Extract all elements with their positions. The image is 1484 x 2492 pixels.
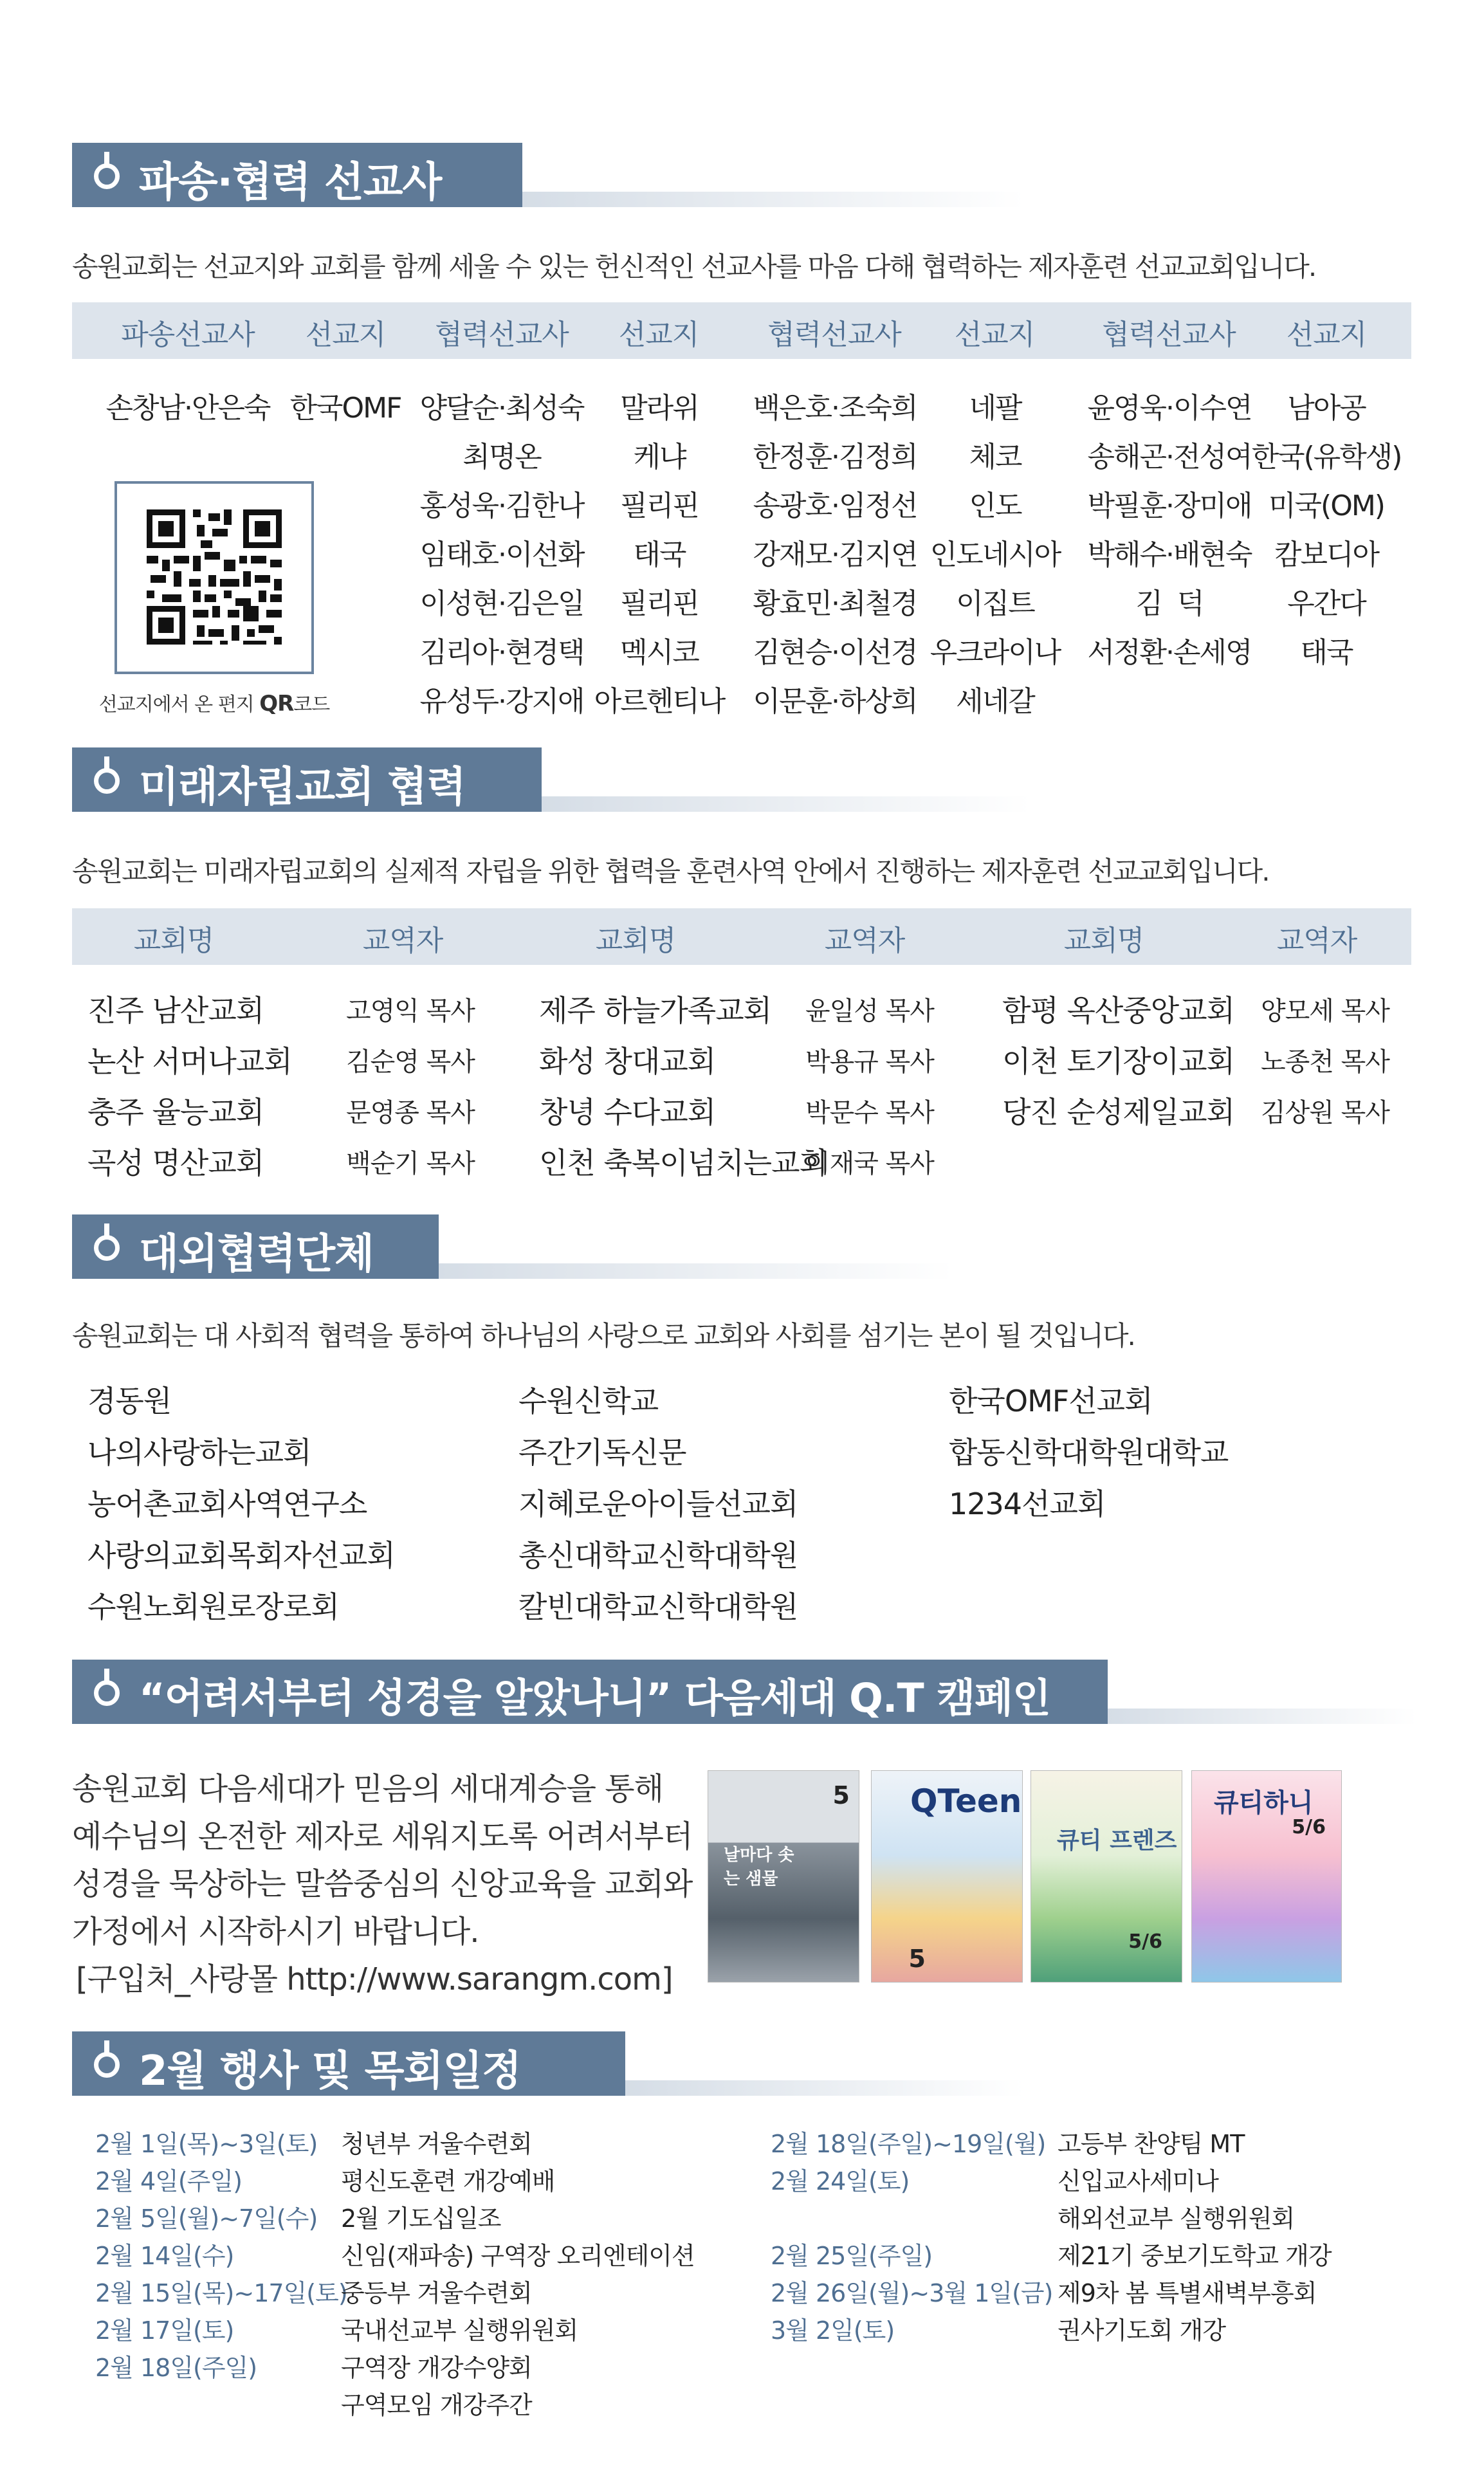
org-item: 농어촌교회사역연구소 xyxy=(87,1487,367,1521)
sent-missionary-place: 한국OMF xyxy=(289,392,401,425)
section-title: 파송·협력 선교사 xyxy=(139,159,442,206)
col-header: 교역자 xyxy=(362,924,443,957)
section-title: “어려서부터 성경을 알았나니” 다음세대 Q.T 캠페인 xyxy=(139,1674,1050,1721)
qt-line: 성경을 묵상하는 말씀중심의 신앙교육을 교회와 xyxy=(72,1866,693,1902)
missionary-place: 말라위 xyxy=(620,392,699,425)
missionary-name: 황효민·최철경 xyxy=(753,587,917,620)
section-bullet-icon xyxy=(94,2052,120,2078)
missionary-name: 송해곤·전성여 xyxy=(1087,441,1252,473)
col-header: 선교지 xyxy=(954,318,1035,351)
event-name: 국내선교부 실행위원회 xyxy=(341,2316,578,2345)
missionary-place: 캄보디아 xyxy=(1274,538,1379,571)
col-header: 파송선교사 xyxy=(121,318,255,351)
org-item: 한국OMF선교회 xyxy=(949,1384,1153,1418)
section-title: 2월 행사 및 목회일정 xyxy=(139,2048,521,2095)
churches-table-header xyxy=(72,908,1411,965)
book-title: 큐티하니 xyxy=(1214,1788,1314,1818)
missionary-place: 필리핀 xyxy=(620,490,699,522)
org-item: 지혜로운아이들선교회 xyxy=(518,1487,798,1521)
event-name: 구역모임 개강주간 xyxy=(341,2391,532,2419)
qt-line: 가정에서 시작하시기 바랍니다. xyxy=(72,1914,479,1950)
missionary-name: 홍성욱·김한나 xyxy=(419,490,584,522)
section-header-missionaries xyxy=(72,143,1037,207)
event-date: 2월 26일(월)~3월 1일(금) xyxy=(771,2279,1053,2307)
event-name: 신입교사세미나 xyxy=(1058,2167,1218,2195)
event-date: 2월 4일(주일) xyxy=(95,2167,242,2195)
missionary-name: 김리아·현경택 xyxy=(419,636,584,669)
event-name: 해외선교부 실행위원회 xyxy=(1058,2204,1295,2233)
qr-caption-text: 선교지에서 온 편지 xyxy=(98,693,260,716)
section-header-events xyxy=(72,2031,1037,2096)
missionaries-table-header xyxy=(72,302,1411,359)
church-pastor: 김순영 목사 xyxy=(346,1047,475,1077)
section-header-external xyxy=(72,1214,973,1279)
section-intro: 송원교회는 대 사회적 협력을 통하여 하나님의 사랑으로 교회와 사회를 섬기는 본이 될 것입니다. xyxy=(72,1320,1135,1351)
event-date: 2월 18일(주일) xyxy=(95,2354,257,2382)
event-date: 2월 25일(주일) xyxy=(771,2242,933,2270)
org-item: 칼빈대학교신학대학원 xyxy=(518,1590,798,1624)
book-title: QTeen xyxy=(910,1782,1022,1820)
qr-code[interactable] xyxy=(115,481,314,674)
book-cover-qthani xyxy=(1191,1770,1342,1983)
event-date: 2월 1일(목)~3일(토) xyxy=(95,2130,318,2158)
event-name: 고등부 찬양팀 MT xyxy=(1058,2130,1245,2158)
missionary-name: 이성현·김은일 xyxy=(419,587,584,620)
missionary-place: 태국 xyxy=(1300,636,1353,669)
col-header: 선교지 xyxy=(1286,318,1367,351)
missionary-place: 이집트 xyxy=(956,587,1034,620)
col-header: 교회명 xyxy=(133,924,214,957)
event-name: 평신도훈련 개강예배 xyxy=(341,2167,555,2195)
missionary-name: 박해수·배현숙 xyxy=(1087,538,1252,571)
qr-caption-code: 코드 xyxy=(293,693,330,716)
missionary-name: 김 덕 xyxy=(1135,587,1204,620)
event-name: 중등부 겨울수련회 xyxy=(341,2279,532,2307)
event-date: 2월 24일(토) xyxy=(771,2167,910,2195)
church-name: 곡성 명산교회 xyxy=(87,1146,264,1180)
event-name: 권사기도회 개강 xyxy=(1058,2316,1226,2345)
missionary-name: 박필훈·장미애 xyxy=(1087,490,1252,522)
church-name: 창녕 수다교회 xyxy=(539,1095,716,1130)
missionary-name: 한정훈·김정희 xyxy=(753,441,917,473)
qr-caption-qr: QR xyxy=(259,691,294,717)
church-pastor: 문영종 목사 xyxy=(346,1098,475,1128)
book-issue: 5 xyxy=(908,1945,926,1973)
qr-code-icon xyxy=(117,484,311,672)
church-pastor: 김상원 목사 xyxy=(1261,1098,1389,1128)
event-date: 2월 5일(월)~7일(수) xyxy=(95,2204,318,2233)
church-pastor: 이재국 목사 xyxy=(805,1149,934,1178)
missionary-name: 서정환·손세영 xyxy=(1087,636,1252,669)
missionary-place: 미국(OM) xyxy=(1269,490,1384,522)
event-name: 구역장 개강수양회 xyxy=(341,2354,532,2382)
missionary-place: 케냐 xyxy=(633,441,686,473)
section-bullet-icon xyxy=(94,1680,120,1706)
missionary-name: 이문훈·하상희 xyxy=(753,685,917,718)
missionary-place: 우크라이나 xyxy=(930,636,1061,669)
book-issue: 5 xyxy=(832,1781,850,1809)
church-pastor: 박용규 목사 xyxy=(805,1047,934,1077)
church-name: 제주 하늘가족교회 xyxy=(539,993,772,1028)
book-cover-qteen xyxy=(871,1770,1023,1983)
section-title: 대외협력단체 xyxy=(139,1231,374,1278)
event-date: 2월 15일(목)~17일(토) xyxy=(95,2279,347,2307)
church-pastor: 고영익 목사 xyxy=(346,996,475,1026)
qt-line: 예수님의 온전한 제자로 세워지도록 어려서부터 xyxy=(72,1819,693,1855)
section-title: 미래자립교회 협력 xyxy=(139,764,466,811)
missionary-name: 송광호·임정선 xyxy=(753,490,917,522)
org-item: 사랑의교회목회자선교회 xyxy=(87,1538,395,1573)
missionary-place: 우간다 xyxy=(1287,587,1366,620)
col-header: 선교지 xyxy=(305,318,386,351)
church-pastor: 노종천 목사 xyxy=(1261,1047,1389,1077)
book-issue: 5/6 xyxy=(1292,1816,1326,1838)
church-name: 논산 서머나교회 xyxy=(87,1044,292,1079)
event-name: 제21기 중보기도학교 개강 xyxy=(1058,2242,1332,2270)
qt-purchase-link[interactable]: [구입처_사랑몰 http://www.sarangm.com] xyxy=(76,1961,673,1997)
church-name: 충주 율능교회 xyxy=(87,1095,264,1130)
book-title: 날마다 솟는 샘물 xyxy=(724,1846,794,1889)
book-cover-qtfriends xyxy=(1031,1770,1182,1983)
missionary-place: 인도네시아 xyxy=(930,538,1061,571)
missionary-place: 네팔 xyxy=(969,392,1021,425)
event-name: 2월 기도십일조 xyxy=(341,2204,501,2233)
org-item: 나의사랑하는교회 xyxy=(87,1435,311,1470)
col-header: 협력선교사 xyxy=(435,318,569,351)
missionary-name: 김현승·이선경 xyxy=(753,636,917,669)
section-bullet-icon xyxy=(94,1235,120,1261)
missionary-place: 필리핀 xyxy=(620,587,699,620)
missionary-place: 인도 xyxy=(969,490,1021,522)
org-item: 주간기독신문 xyxy=(518,1435,686,1470)
missionary-place: 멕시코 xyxy=(620,636,699,669)
church-pastor: 양모세 목사 xyxy=(1261,996,1389,1026)
col-header: 교회명 xyxy=(1063,924,1144,957)
event-date: 3월 2일(토) xyxy=(771,2316,895,2345)
book-cover-saemmul xyxy=(708,1770,859,1983)
section-header-qt xyxy=(72,1660,1423,1724)
event-date: 2월 18일(주일)~19일(월) xyxy=(771,2130,1046,2158)
section-header-future-churches xyxy=(72,747,1037,812)
section-intro: 송원교회는 선교지와 교회를 함께 세울 수 있는 헌신적인 선교사를 마음 다해 협력하는 제자훈련 선교교회입니다. xyxy=(72,251,1316,282)
missionary-name: 윤영욱·이수연 xyxy=(1087,392,1252,425)
church-name: 당진 순성제일교회 xyxy=(1002,1095,1235,1130)
qr-caption xyxy=(99,688,330,717)
church-pastor: 윤일성 목사 xyxy=(805,996,934,1026)
missionary-place: 태국 xyxy=(633,538,686,571)
org-item: 경동원 xyxy=(87,1384,172,1418)
church-name: 진주 남산교회 xyxy=(87,993,264,1028)
col-header: 협력선교사 xyxy=(1102,318,1236,351)
col-header: 협력선교사 xyxy=(767,318,901,351)
missionary-place: 남아공 xyxy=(1287,392,1366,425)
missionary-place: 세네갈 xyxy=(956,685,1034,718)
church-name: 이천 토기장이교회 xyxy=(1002,1044,1235,1079)
missionary-name: 임태호·이선화 xyxy=(419,538,584,571)
col-header: 교역자 xyxy=(1276,924,1357,957)
book-issue: 5/6 xyxy=(1128,1930,1162,1953)
missionary-place: 체코 xyxy=(969,441,1021,473)
event-name: 청년부 겨울수련회 xyxy=(341,2130,532,2158)
section-intro: 송원교회는 미래자립교회의 실제적 자립을 위한 협력을 훈련사역 안에서 진행하는 제자훈련 선교교회입니다. xyxy=(72,856,1269,887)
section-bullet-icon xyxy=(94,768,120,794)
org-item: 수원노회원로장로회 xyxy=(87,1590,339,1624)
church-name: 인천 축복이넘치는교회 xyxy=(539,1146,827,1180)
col-header: 교회명 xyxy=(595,924,676,957)
sent-missionary-name: 손창남·안은숙 xyxy=(105,392,270,425)
section-bullet-icon xyxy=(94,163,120,189)
col-header: 교역자 xyxy=(824,924,905,957)
event-name: 신임(재파송) 구역장 오리엔테이션 xyxy=(341,2242,695,2270)
org-item: 수원신학교 xyxy=(518,1384,659,1418)
missionary-name: 양달순·최성숙 xyxy=(419,392,584,425)
missionary-name: 강재모·김지연 xyxy=(753,538,917,571)
missionary-place: 아르헨티나 xyxy=(594,685,725,718)
church-name: 함평 옥산중앙교회 xyxy=(1002,993,1235,1028)
missionary-name: 백은호·조숙희 xyxy=(753,392,917,425)
org-item: 총신대학교신학대학원 xyxy=(518,1538,798,1573)
church-name: 화성 창대교회 xyxy=(539,1044,716,1079)
book-title: 큐티 프렌즈 xyxy=(1057,1828,1177,1854)
org-item: 합동신학대학원대학교 xyxy=(949,1435,1229,1470)
event-date: 2월 17일(토) xyxy=(95,2316,234,2345)
event-date: 2월 14일(수) xyxy=(95,2242,234,2270)
col-header: 선교지 xyxy=(618,318,699,351)
missionary-name: 최명온 xyxy=(463,441,541,473)
event-name: 제9차 봄 특별새벽부흥회 xyxy=(1058,2279,1317,2307)
qt-line: 송원교회 다음세대가 믿음의 세대계승을 통해 xyxy=(72,1771,664,1807)
missionary-name: 유성두·강지애 xyxy=(419,685,584,718)
church-pastor: 박문수 목사 xyxy=(805,1098,934,1128)
missionary-place: 한국(유학생) xyxy=(1251,441,1402,473)
church-pastor: 백순기 목사 xyxy=(346,1149,475,1178)
org-item: 1234선교회 xyxy=(949,1487,1106,1521)
